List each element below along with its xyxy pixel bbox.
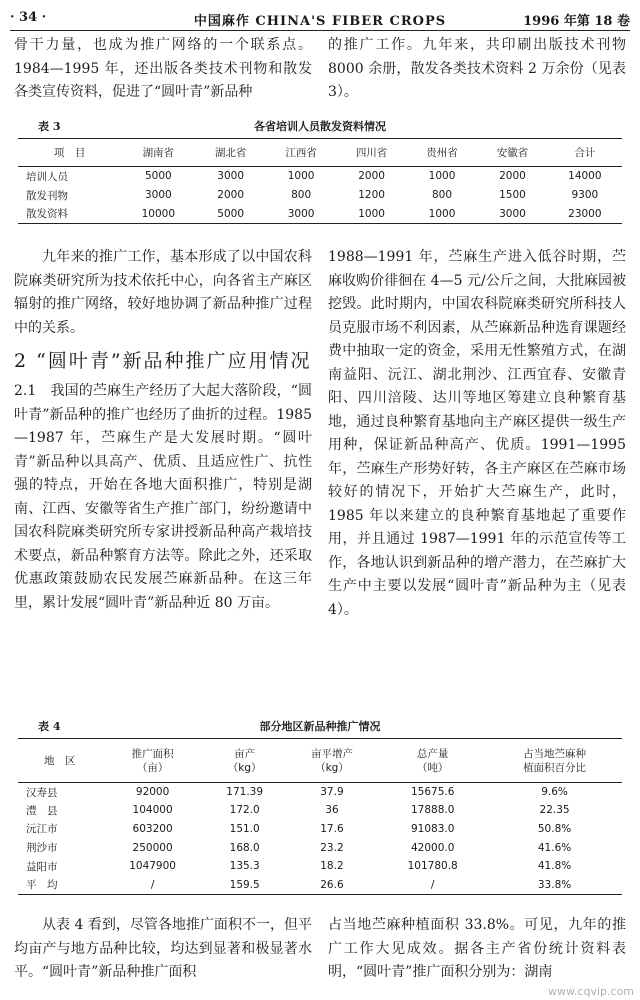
table-cell: 168.0 bbox=[229, 841, 260, 854]
table-cell: 2000 bbox=[217, 189, 245, 201]
top-right-column bbox=[328, 34, 626, 105]
watermark: www.cqvip.com bbox=[547, 985, 634, 998]
table-cell: 平 均 bbox=[26, 879, 58, 892]
journal-title: 中国麻作 CHINA'S FIBER CROPS bbox=[193, 14, 447, 29]
header-line: 亩产 bbox=[234, 747, 256, 760]
table-cell: 培训人员 bbox=[26, 170, 68, 183]
table4-header-cell bbox=[286, 739, 379, 783]
middle-right-column bbox=[328, 246, 626, 622]
section-heading: 2 “圆叶青”新品种推广应用情况 bbox=[14, 350, 312, 372]
table-cell: / bbox=[430, 878, 435, 891]
table-cell: 1000 bbox=[287, 170, 315, 183]
table-cell: 1000 bbox=[428, 170, 456, 183]
table-cell: 5000 bbox=[217, 207, 245, 220]
table-cell: 36 bbox=[325, 804, 339, 817]
table-cell: 37.9 bbox=[320, 786, 344, 799]
table3 bbox=[18, 138, 622, 224]
table3-label: 表 3 bbox=[38, 120, 61, 133]
table3-header-cell: 湖南省 bbox=[142, 147, 175, 159]
table-cell: 23000 bbox=[568, 207, 602, 220]
table-row bbox=[18, 801, 622, 820]
table3-header-cell: 贵州省 bbox=[426, 147, 458, 159]
table-cell: 603200 bbox=[132, 822, 173, 835]
table3-title: 各省培训人员散发资料情况 bbox=[254, 120, 386, 133]
table4-label: 表 4 bbox=[38, 720, 61, 733]
table-cell: 17888.0 bbox=[410, 804, 455, 817]
table4-header-cell bbox=[204, 739, 286, 783]
table-cell: 5000 bbox=[144, 170, 172, 183]
table-cell: 172.0 bbox=[229, 804, 260, 817]
table-cell: 3000 bbox=[217, 170, 245, 183]
table-row bbox=[18, 186, 622, 205]
table-cell: 散发资料 bbox=[26, 208, 68, 221]
table-cell: 15675.6 bbox=[410, 786, 455, 799]
left-paragraph-1: 九年来的推广工作，基本形成了以中国农科院麻类研究所为技术依托中心，向各省主产麻区辐射的推广网络，较好地协调了新品种推广过程中的关系。 bbox=[14, 249, 312, 336]
table-cell: 159.5 bbox=[229, 878, 260, 891]
table-cell: 41.6% bbox=[537, 841, 572, 854]
table-cell: 汉寿县 bbox=[26, 786, 58, 799]
table4-header-row bbox=[18, 739, 622, 783]
top-left-paragraph: 骨干力量，也成为推广网络的一个联系点。1984—1995 年，还出版各类技术刊物和散发各类宣传资料，促进了“圆叶青”新品种 bbox=[14, 37, 312, 100]
table-cell: 1200 bbox=[358, 189, 385, 201]
table-cell: 9.6% bbox=[541, 786, 568, 799]
table-cell: 104000 bbox=[132, 804, 173, 817]
table-cell: 17.6 bbox=[320, 822, 344, 835]
table4 bbox=[18, 738, 622, 895]
table3-header-cell: 湖北省 bbox=[214, 147, 247, 159]
table-cell: 22.35 bbox=[539, 804, 570, 817]
table-cell: 1047900 bbox=[129, 860, 176, 873]
header-rule bbox=[10, 30, 630, 31]
table-cell: 800 bbox=[291, 189, 312, 201]
running-header bbox=[10, 6, 630, 28]
table-cell: 101780.8 bbox=[407, 860, 458, 873]
table4-header-cell bbox=[487, 739, 622, 783]
table-cell: 澧 县 bbox=[26, 804, 58, 817]
table-cell: 1000 bbox=[428, 207, 456, 220]
table-cell: 42000.0 bbox=[410, 841, 455, 854]
header-line: 总产量 bbox=[416, 747, 449, 760]
table-cell: 18.2 bbox=[320, 860, 344, 873]
table3-header-row bbox=[18, 139, 622, 167]
header-line: 亩平增产 bbox=[310, 747, 353, 760]
table-cell: 41.8% bbox=[537, 860, 572, 873]
table-cell: 益阳市 bbox=[26, 860, 58, 873]
table-row bbox=[18, 820, 622, 839]
header-line: （吨） bbox=[416, 761, 449, 774]
bottom-left-column bbox=[14, 914, 312, 985]
top-left-column bbox=[14, 34, 312, 105]
table-cell: 9300 bbox=[571, 189, 599, 201]
table-cell: 1000 bbox=[358, 207, 385, 220]
header-line: 推广面积 bbox=[131, 747, 174, 760]
header-line: 植面积百分比 bbox=[523, 761, 587, 774]
table-row bbox=[18, 205, 622, 224]
table-cell: 91083.0 bbox=[410, 822, 455, 835]
table-cell: 沅江市 bbox=[26, 823, 58, 836]
table-cell: 散发刊物 bbox=[26, 189, 68, 202]
header-line: （亩） bbox=[136, 761, 169, 774]
bottom-right-paragraph: 占当地苎麻种植面积 33.8%。可见，九年的推广工作大见成效。据各主产省份统计资料表明，“圆叶青”推广面积分别为：湖南 bbox=[328, 917, 626, 980]
table3-header-cell: 安徽省 bbox=[496, 147, 529, 159]
table-cell: 26.6 bbox=[320, 878, 344, 891]
table-cell: 14000 bbox=[568, 170, 602, 183]
table3-header-cell: 合计 bbox=[574, 147, 596, 159]
table-cell: 171.39 bbox=[226, 786, 264, 799]
table-cell: 33.8% bbox=[537, 878, 572, 891]
table-row bbox=[18, 783, 622, 802]
table-row bbox=[18, 875, 622, 894]
table-cell: 荆沙市 bbox=[26, 842, 58, 855]
table-cell: 3000 bbox=[287, 207, 315, 220]
table-cell: 135.3 bbox=[229, 860, 260, 873]
header-line: （kg） bbox=[227, 761, 262, 774]
table4-header-cell bbox=[18, 739, 102, 783]
table4-title: 部分地区新品种推广情况 bbox=[259, 720, 381, 733]
right-paragraph-1: 1988—1991 年，苎麻生产进入低谷时期，苎麻收购价徘徊在 4—5 元/公斤之间，大批麻园被挖毁。此时期内，中国农科院麻类研究所科技人员克服市场不利因素，从苎麻新品种选育课题经费中抽取一定的资金，采用无性繁殖方式，在湖南益阳、沅江、湖北荆沙、江西宜春、安徽青阳、四川涪陵、达川等地区筹建立良种繁育基地，通过良种繁育基地向主产麻区提供一级生产用种，保证新品种高产、优质。1991—1995 年，苎麻生产形势好转，各主产麻区在苎麻市场较好的情况下，开始扩大苎麻生产，此时，1985 年以来建立的良种繁育基地起了重要作用，并且通过 1987—1991 年的示范宣传等工作，各地认识到新品种的增产潜力，在苎麻扩大生产中主要以发展“圆叶青”新品种为主（见表 4）。 bbox=[328, 249, 626, 618]
table-cell: 3000 bbox=[144, 189, 172, 201]
table-cell: 2000 bbox=[499, 170, 526, 183]
table-cell: 23.2 bbox=[320, 841, 344, 854]
top-right-paragraph: 的推广工作。九年来，共印刷出版技术刊物 8000 余册，散发各类技术资料 2 万余份（见表 3）。 bbox=[328, 37, 626, 100]
bottom-left-paragraph: 从表 4 看到，尽管各地推广面积不一，但平均亩产与地方品种比较，均达到显著和极显著水平。“圆叶青”新品种推广面积 bbox=[14, 917, 312, 980]
header-line: （kg） bbox=[315, 761, 349, 774]
header-line: 占当地苎麻种 bbox=[523, 747, 587, 760]
middle-left-column bbox=[14, 246, 312, 615]
page-number: · 34 · bbox=[10, 10, 47, 25]
table3-header-cell: 江西省 bbox=[285, 147, 317, 159]
volume-info: 1996 年第 18 卷 bbox=[523, 14, 630, 29]
table3-header-cell: 四川省 bbox=[355, 147, 388, 159]
table4-header-cell bbox=[378, 739, 487, 783]
table4-header-cell bbox=[102, 739, 204, 783]
table-cell: 50.8% bbox=[537, 822, 572, 835]
table-row bbox=[18, 167, 622, 186]
table-row bbox=[18, 838, 622, 857]
table-row bbox=[18, 857, 622, 876]
table-cell: 3000 bbox=[499, 207, 526, 220]
bottom-right-column bbox=[328, 914, 626, 985]
table-cell: 1500 bbox=[499, 189, 526, 201]
left-paragraph-2: 2.1 我国的苎麻生产经历了大起大落阶段，“圆叶青”新品种的推广也经历了曲折的过程。1985—1987 年，苎麻生产是大发展时期。“圆叶青”新品种以具高产、优质、且适应性广、抗性强的特点，开始在各地大面积推广，特别是湖南、江西、安徽等省生产推广部门，纷纷邀请中国农科院麻类研究所专家讲授新品种高产栽培技术要点，新品种繁育方法等。除此之外，还采取优惠政策鼓励农民发展苎麻新品种。在这三年里，累计发展“圆叶青”新品种近 80 万亩。 bbox=[14, 383, 312, 611]
table-cell: 800 bbox=[432, 189, 453, 201]
table3-header-cell: 项 目 bbox=[53, 147, 86, 159]
table-cell: / bbox=[150, 878, 155, 891]
table-cell: 92000 bbox=[135, 786, 170, 799]
header-line: 地 区 bbox=[44, 754, 76, 767]
table-cell: 10000 bbox=[141, 207, 176, 220]
table-cell: 250000 bbox=[132, 841, 173, 854]
table-cell: 151.0 bbox=[229, 822, 260, 835]
table-cell: 2000 bbox=[358, 170, 385, 183]
